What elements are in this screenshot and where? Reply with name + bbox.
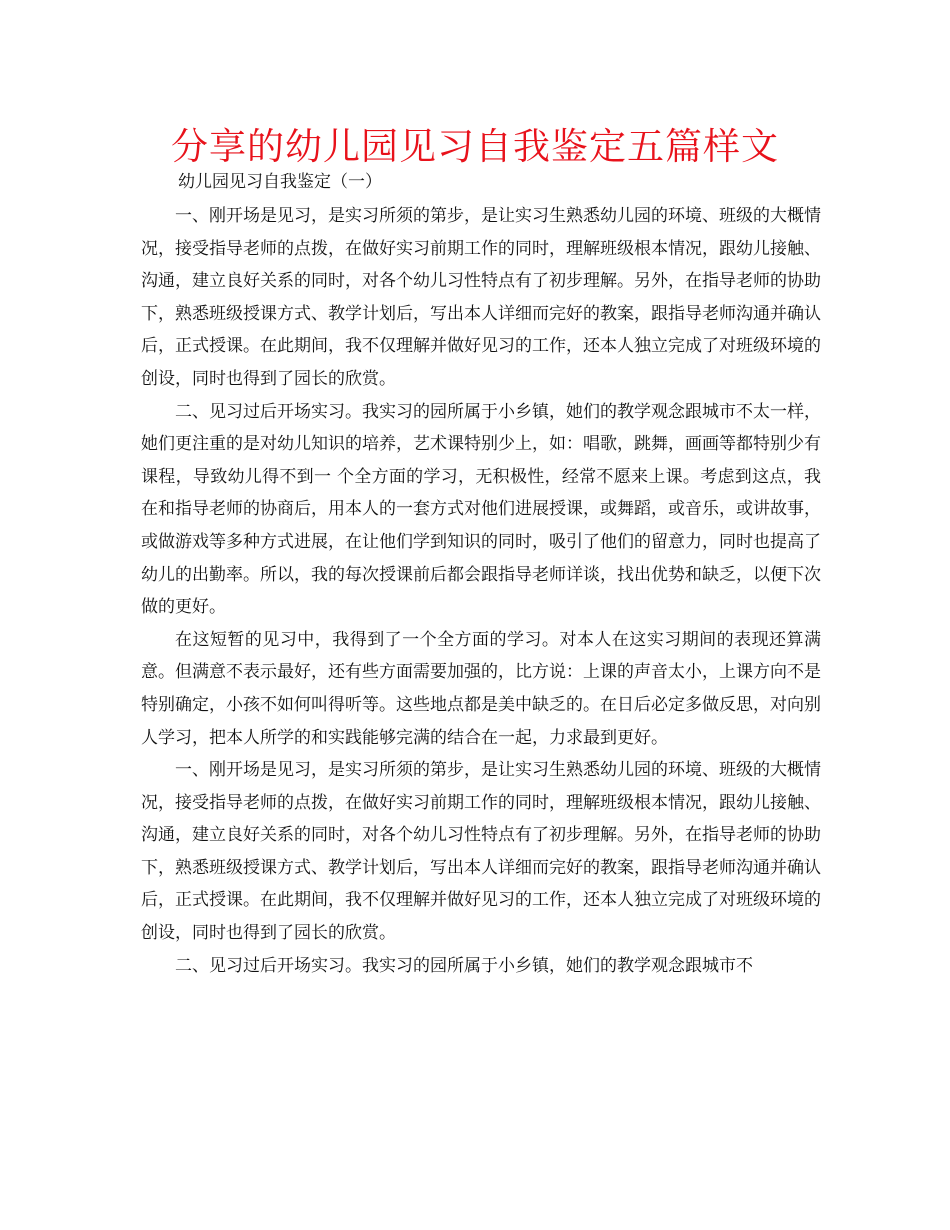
paragraph: 二、见习过后开场实习。我实习的园所属于小乡镇，她们的教学观念跟城市不太一样，她们更注重的是对幼儿知识的培养，艺术课特别少上，如：唱歌，跳舞，画画等都特别少有课程，导致幼儿得不到一 个全方面的学习，无积极性，经常不愿来上课。考虑到这点，我在和指导老师的协商后，用本人的一套方式对他们进展授课，或舞蹈，或音乐，或讲故事，或做游戏等多种方式进展，在让他们学到知识的同时，吸引了他们的留意力，同时也提高了幼儿的出勤率。所以，我的每次授课前后都会跟指导老师详谈，找出优势和缺乏，以便下次做的更好。 [141, 401, 821, 618]
document-body [141, 200, 821, 982]
paragraph: 在这短暂的见习中，我得到了一个全方面的学习。对本人在这实习期间的表现还算满意。但满意不表示最好，还有些方面需要加强的，比方说：上课的声音太小，上课方向不是特别确定，小孩不如何叫得听等。这些地点都是美中缺乏的。在日后必定多做反思，对向别人学习，把本人所学的和实践能够完满的结合在一起，力求最到更好。 [141, 629, 821, 748]
document-title: 分享的幼儿园见习自我鉴定五篇样文 [171, 125, 779, 168]
paragraph: 一、刚开场是见习，是实习所须的第步，是让实习生熟悉幼儿园的环境、班级的大概情况，接受指导老师的点拨，在做好实习前期工作的同时，理解班级根本情况，跟幼儿接触、沟通，建立良好关系的同时，对各个幼儿习性特点有了初步理解。另外，在指导老师的协助下，熟悉班级授课方式、教学计划后，写出本人详细而完好的教案，跟指导老师沟通并确认后，正式授课。在此期间，我不仅理解并做好见习的工作，还本人独立完成了对班级环境的创设，同时也得到了园长的欣赏。 [141, 206, 821, 389]
paragraph: 一、刚开场是见习，是实习所须的第步，是让实习生熟悉幼儿园的环境、班级的大概情况，接受指导老师的点拨，在做好实习前期工作的同时，理解班级根本情况，跟幼儿接触、沟通，建立良好关系的同时，对各个幼儿习性特点有了初步理解。另外，在指导老师的协助下，熟悉班级授课方式、教学计划后，写出本人详细而完好的教案，跟指导老师沟通并确认后，正式授课。在此期间，我不仅理解并做好见习的工作，还本人独立完成了对班级环境的创设，同时也得到了园长的欣赏。 [141, 760, 821, 944]
section-subtitle: 幼儿园见习自我鉴定（一） [178, 172, 382, 192]
paragraph: 二、见习过后开场实习。我实习的园所属于小乡镇，她们的教学观念跟城市不 [175, 955, 753, 976]
